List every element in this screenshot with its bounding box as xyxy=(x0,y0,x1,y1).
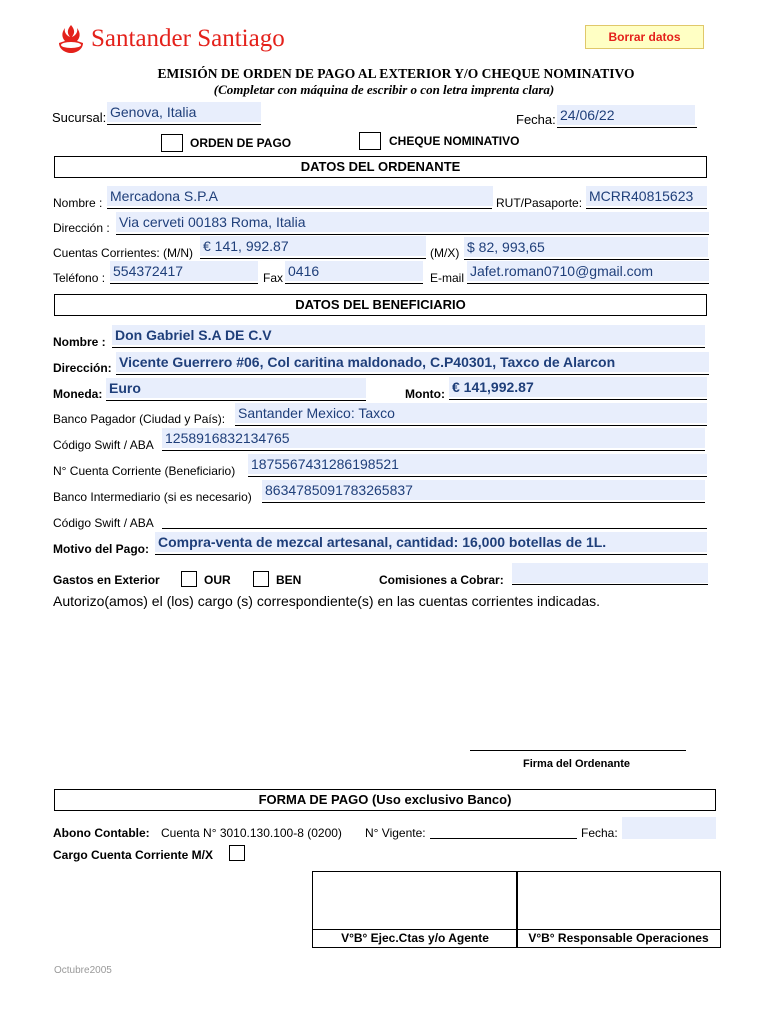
cuentas-mx-line xyxy=(464,259,709,260)
monto-field[interactable]: € 141,992.87 xyxy=(449,377,707,397)
clear-data-button[interactable]: Borrar datos xyxy=(585,25,704,49)
beneficiario-nombre-label: Nombre : xyxy=(53,335,106,349)
beneficiario-section-title: DATOS DEL BENEFICIARIO xyxy=(54,294,707,316)
ordenante-section-title: DATOS DEL ORDENANTE xyxy=(54,156,707,178)
ordenante-direccion-label: Dirección : xyxy=(53,221,110,235)
intermediario-line xyxy=(262,502,705,503)
forma-fecha-field[interactable] xyxy=(622,817,716,839)
banco-pagador-label: Banco Pagador (Ciudad y País): xyxy=(53,412,226,426)
moneda-field[interactable]: Euro xyxy=(106,378,366,398)
vb-responsable-box[interactable] xyxy=(516,871,721,948)
ben-label: BEN xyxy=(276,573,302,587)
mx-label: (M/X) xyxy=(430,246,460,260)
comisiones-field[interactable] xyxy=(512,563,708,583)
vb-ejecutivo-box[interactable] xyxy=(312,871,518,948)
gastos-label: Gastos en Exterior xyxy=(53,573,160,587)
cuenta-beneficiario-label: N° Cuenta Corriente (Beneficiario) xyxy=(53,464,236,478)
monto-line xyxy=(449,399,707,400)
intermediario-label: Banco Intermediario (si es necesario) xyxy=(53,490,252,504)
ordenante-direccion-line xyxy=(116,234,709,235)
beneficiario-direccion-field[interactable]: Vicente Guerrero #06, Col caritina maldonado, C.P40301, Taxco de Alarcon xyxy=(116,352,709,372)
cuentas-mn-line xyxy=(200,258,426,259)
motivo-label: Motivo del Pago: xyxy=(53,542,149,556)
swift1-line xyxy=(162,450,705,451)
cuentas-label: Cuentas Corrientes: (M/N) xyxy=(53,246,194,260)
fecha-line xyxy=(557,127,697,128)
our-label: OUR xyxy=(204,573,231,587)
cheque-nominativo-label: CHEQUE NOMINATIVO xyxy=(389,134,520,148)
brand-name: Santander Santiago xyxy=(91,25,285,52)
swift1-field[interactable]: 1258916832134765 xyxy=(162,428,705,448)
ordenante-nombre-line xyxy=(107,208,492,209)
motivo-field[interactable]: Compra-venta de mezcal artesanal, cantidad: 16,000 botellas de 1L. xyxy=(155,532,707,552)
fax-field[interactable]: 0416 xyxy=(285,261,423,281)
ben-checkbox[interactable] xyxy=(253,571,269,587)
rut-label: RUT/Pasaporte: xyxy=(496,196,583,210)
cargo-label: Cargo Cuenta Corriente M/X xyxy=(53,848,214,862)
comisiones-line xyxy=(512,584,708,585)
beneficiario-direccion-line xyxy=(116,374,709,375)
cuentas-mx-field[interactable]: $ 82, 993,65 xyxy=(464,237,708,257)
email-line xyxy=(467,283,709,284)
orden-de-pago-checkbox[interactable] xyxy=(161,134,183,152)
sucursal-label: Sucursal: xyxy=(52,110,107,125)
beneficiario-direccion-label: Dirección: xyxy=(53,361,112,375)
our-checkbox[interactable] xyxy=(181,571,197,587)
vb-ejecutivo-label: V°B° Ejec.Ctas y/o Agente xyxy=(313,929,517,947)
firma-label: Firma del Ordenante xyxy=(523,758,630,770)
cuentas-mn-field[interactable]: € 141, 992.87 xyxy=(200,236,426,256)
rut-field[interactable]: MCRR40815623 xyxy=(586,186,707,206)
rut-line xyxy=(586,208,707,209)
banco-pagador-field[interactable]: Santander Mexico: Taxco xyxy=(235,403,707,423)
sucursal-field[interactable]: Genova, Italia xyxy=(107,102,261,122)
cheque-nominativo-checkbox[interactable] xyxy=(359,132,381,150)
ordenante-nombre-label: Nombre : xyxy=(53,196,103,210)
fax-line xyxy=(285,283,423,284)
swift2-label: Código Swift / ABA xyxy=(53,516,154,530)
orden-de-pago-label: ORDEN DE PAGO xyxy=(190,136,292,150)
telefono-label: Teléfono : xyxy=(53,271,106,285)
moneda-line xyxy=(106,400,366,401)
telefono-line xyxy=(110,283,258,284)
vb-responsable-label: V°B° Responsable Operaciones xyxy=(517,929,720,947)
cargo-mx-checkbox[interactable] xyxy=(229,845,245,861)
motivo-line xyxy=(155,554,707,555)
forma-fecha-label: Fecha: xyxy=(581,826,618,840)
swift2-line[interactable] xyxy=(162,528,707,529)
monto-label: Monto: xyxy=(405,387,445,401)
fax-label: Fax xyxy=(263,271,284,285)
forma-pago-section-title: FORMA DE PAGO (Uso exclusivo Banco) xyxy=(54,789,716,811)
abono-label: Abono Contable: xyxy=(53,826,150,840)
cuenta-beneficiario-line xyxy=(248,476,707,477)
santander-logo xyxy=(55,22,285,56)
firma-line[interactable] xyxy=(470,750,686,751)
email-field[interactable]: Jafet.roman0710@gmail.com xyxy=(467,261,709,281)
autorizo-text: Autorizo(amos) el (los) cargo (s) correspondiente(s) en las cuentas corrientes indicadas. xyxy=(53,593,601,609)
form-title: EMISIÓN DE ORDEN DE PAGO AL EXTERIOR Y/O CHEQUE NOMINATIVO xyxy=(157,66,635,81)
ordenante-direccion-field[interactable]: Via cerveti 00183 Roma, Italia xyxy=(116,212,709,232)
swift1-label: Código Swift / ABA xyxy=(53,438,154,452)
sucursal-line xyxy=(107,124,261,125)
beneficiario-nombre-line xyxy=(112,347,705,348)
vigente-line[interactable] xyxy=(430,838,577,839)
fecha-label: Fecha: xyxy=(516,112,556,127)
ordenante-nombre-field[interactable]: Mercadona S.P.A xyxy=(107,186,493,206)
footer-date-code: Octubre2005 xyxy=(54,965,112,976)
moneda-label: Moneda: xyxy=(53,387,103,401)
flame-icon xyxy=(55,23,87,55)
form-subtitle: (Completar con máquina de escribir o con letra imprenta clara) xyxy=(213,82,555,97)
banco-pagador-line xyxy=(235,425,707,426)
cuenta-abono-text: Cuenta N° 3010.130.100-8 (0200) xyxy=(161,826,342,840)
fecha-field[interactable]: 24/06/22 xyxy=(557,105,695,125)
cuenta-beneficiario-field[interactable]: 1875567431286198521 xyxy=(248,454,707,474)
intermediario-field[interactable]: 8634785091783265837 xyxy=(262,480,705,500)
beneficiario-nombre-field[interactable]: Don Gabriel S.A DE C.V xyxy=(112,325,705,345)
email-label: E-mail xyxy=(430,271,465,285)
telefono-field[interactable]: 554372417 xyxy=(110,261,258,281)
comisiones-label: Comisiones a Cobrar: xyxy=(379,573,504,587)
vigente-label: N° Vigente: xyxy=(365,826,426,840)
